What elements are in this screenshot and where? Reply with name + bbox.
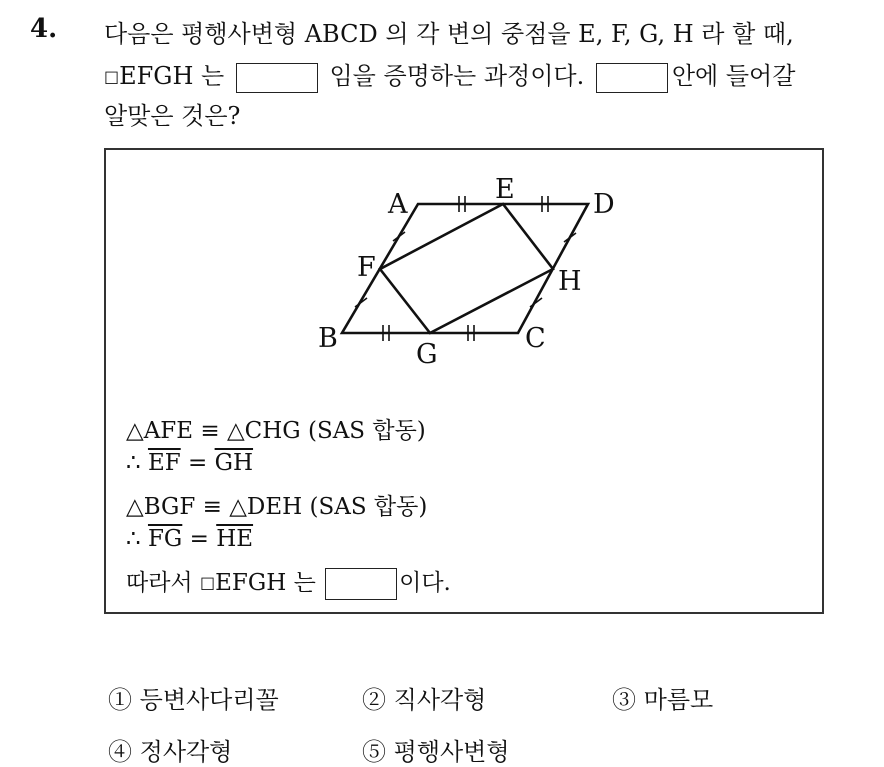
question-line-2-c: 안에 들어갈 [671, 62, 796, 90]
question-line-2 [104, 56, 795, 93]
blank-box [596, 63, 668, 93]
vertex-label-a: A [388, 189, 408, 220]
tick-mark [564, 233, 576, 242]
proof-line-5-a: 따라서 [126, 570, 200, 596]
vertex-label-d: D [593, 189, 615, 220]
proof-panel [104, 148, 824, 614]
proof-line-4 [126, 526, 253, 552]
segment-gh: $\overline{GH}$ [214, 450, 254, 476]
parallelogram-figure [106, 150, 822, 390]
square-symbol: □ [199, 573, 216, 592]
proof-line-1: △AFE ≡ △CHG (SAS 합동) [126, 418, 426, 444]
blank-box [236, 63, 318, 93]
tick-mark [393, 232, 405, 241]
proof-line-5-c: 이다. [399, 570, 451, 596]
vertex-label-e: E [495, 174, 515, 205]
question-line-1: 다음은 평행사변형 ABCD 의 각 변의 중점을 E, F, G, H 라 할 때, [104, 20, 794, 48]
vertex-label-h: H [558, 266, 582, 297]
vertex-label-f: F [357, 252, 376, 283]
choice-5[interactable]: ⑤ 평행사변형 [362, 738, 510, 766]
proof-line-5-b: EFGH 는 [215, 570, 324, 596]
question-line-3: 알맞은 것은? [104, 102, 241, 130]
choice-2[interactable]: ② 직사각형 [362, 686, 487, 714]
equals-sign: = [180, 450, 215, 476]
vertex-label-c: C [525, 323, 546, 354]
vertex-label-g: G [416, 339, 438, 370]
therefore-symbol: ∴ [126, 526, 148, 552]
proof-line-5 [126, 564, 451, 600]
proof-line-2 [126, 450, 253, 476]
choice-3[interactable]: ③ 마름모 [612, 686, 714, 714]
equals-sign: = [182, 526, 217, 552]
therefore-symbol: ∴ [126, 450, 148, 476]
vertex-label-b: B [318, 323, 338, 354]
choice-4[interactable]: ④ 정사각형 [108, 738, 233, 766]
question-number: 4. [30, 14, 58, 44]
question-line-2-a: EFGH 는 [119, 62, 225, 90]
choice-1[interactable]: ① 등변사다리꼴 [108, 686, 279, 714]
segment-he: $\overline{HE}$ [216, 526, 254, 552]
segment-ef: $\overline{EF}$ [147, 450, 181, 476]
answer-blank-box [325, 568, 397, 600]
proof-line-3: △BGF ≡ △DEH (SAS 합동) [126, 494, 428, 520]
segment-fg: $\overline{FG}$ [147, 526, 183, 552]
question-line-2-b: 임을 증명하는 과정이다. [329, 62, 585, 90]
square-symbol: □ [104, 67, 120, 86]
